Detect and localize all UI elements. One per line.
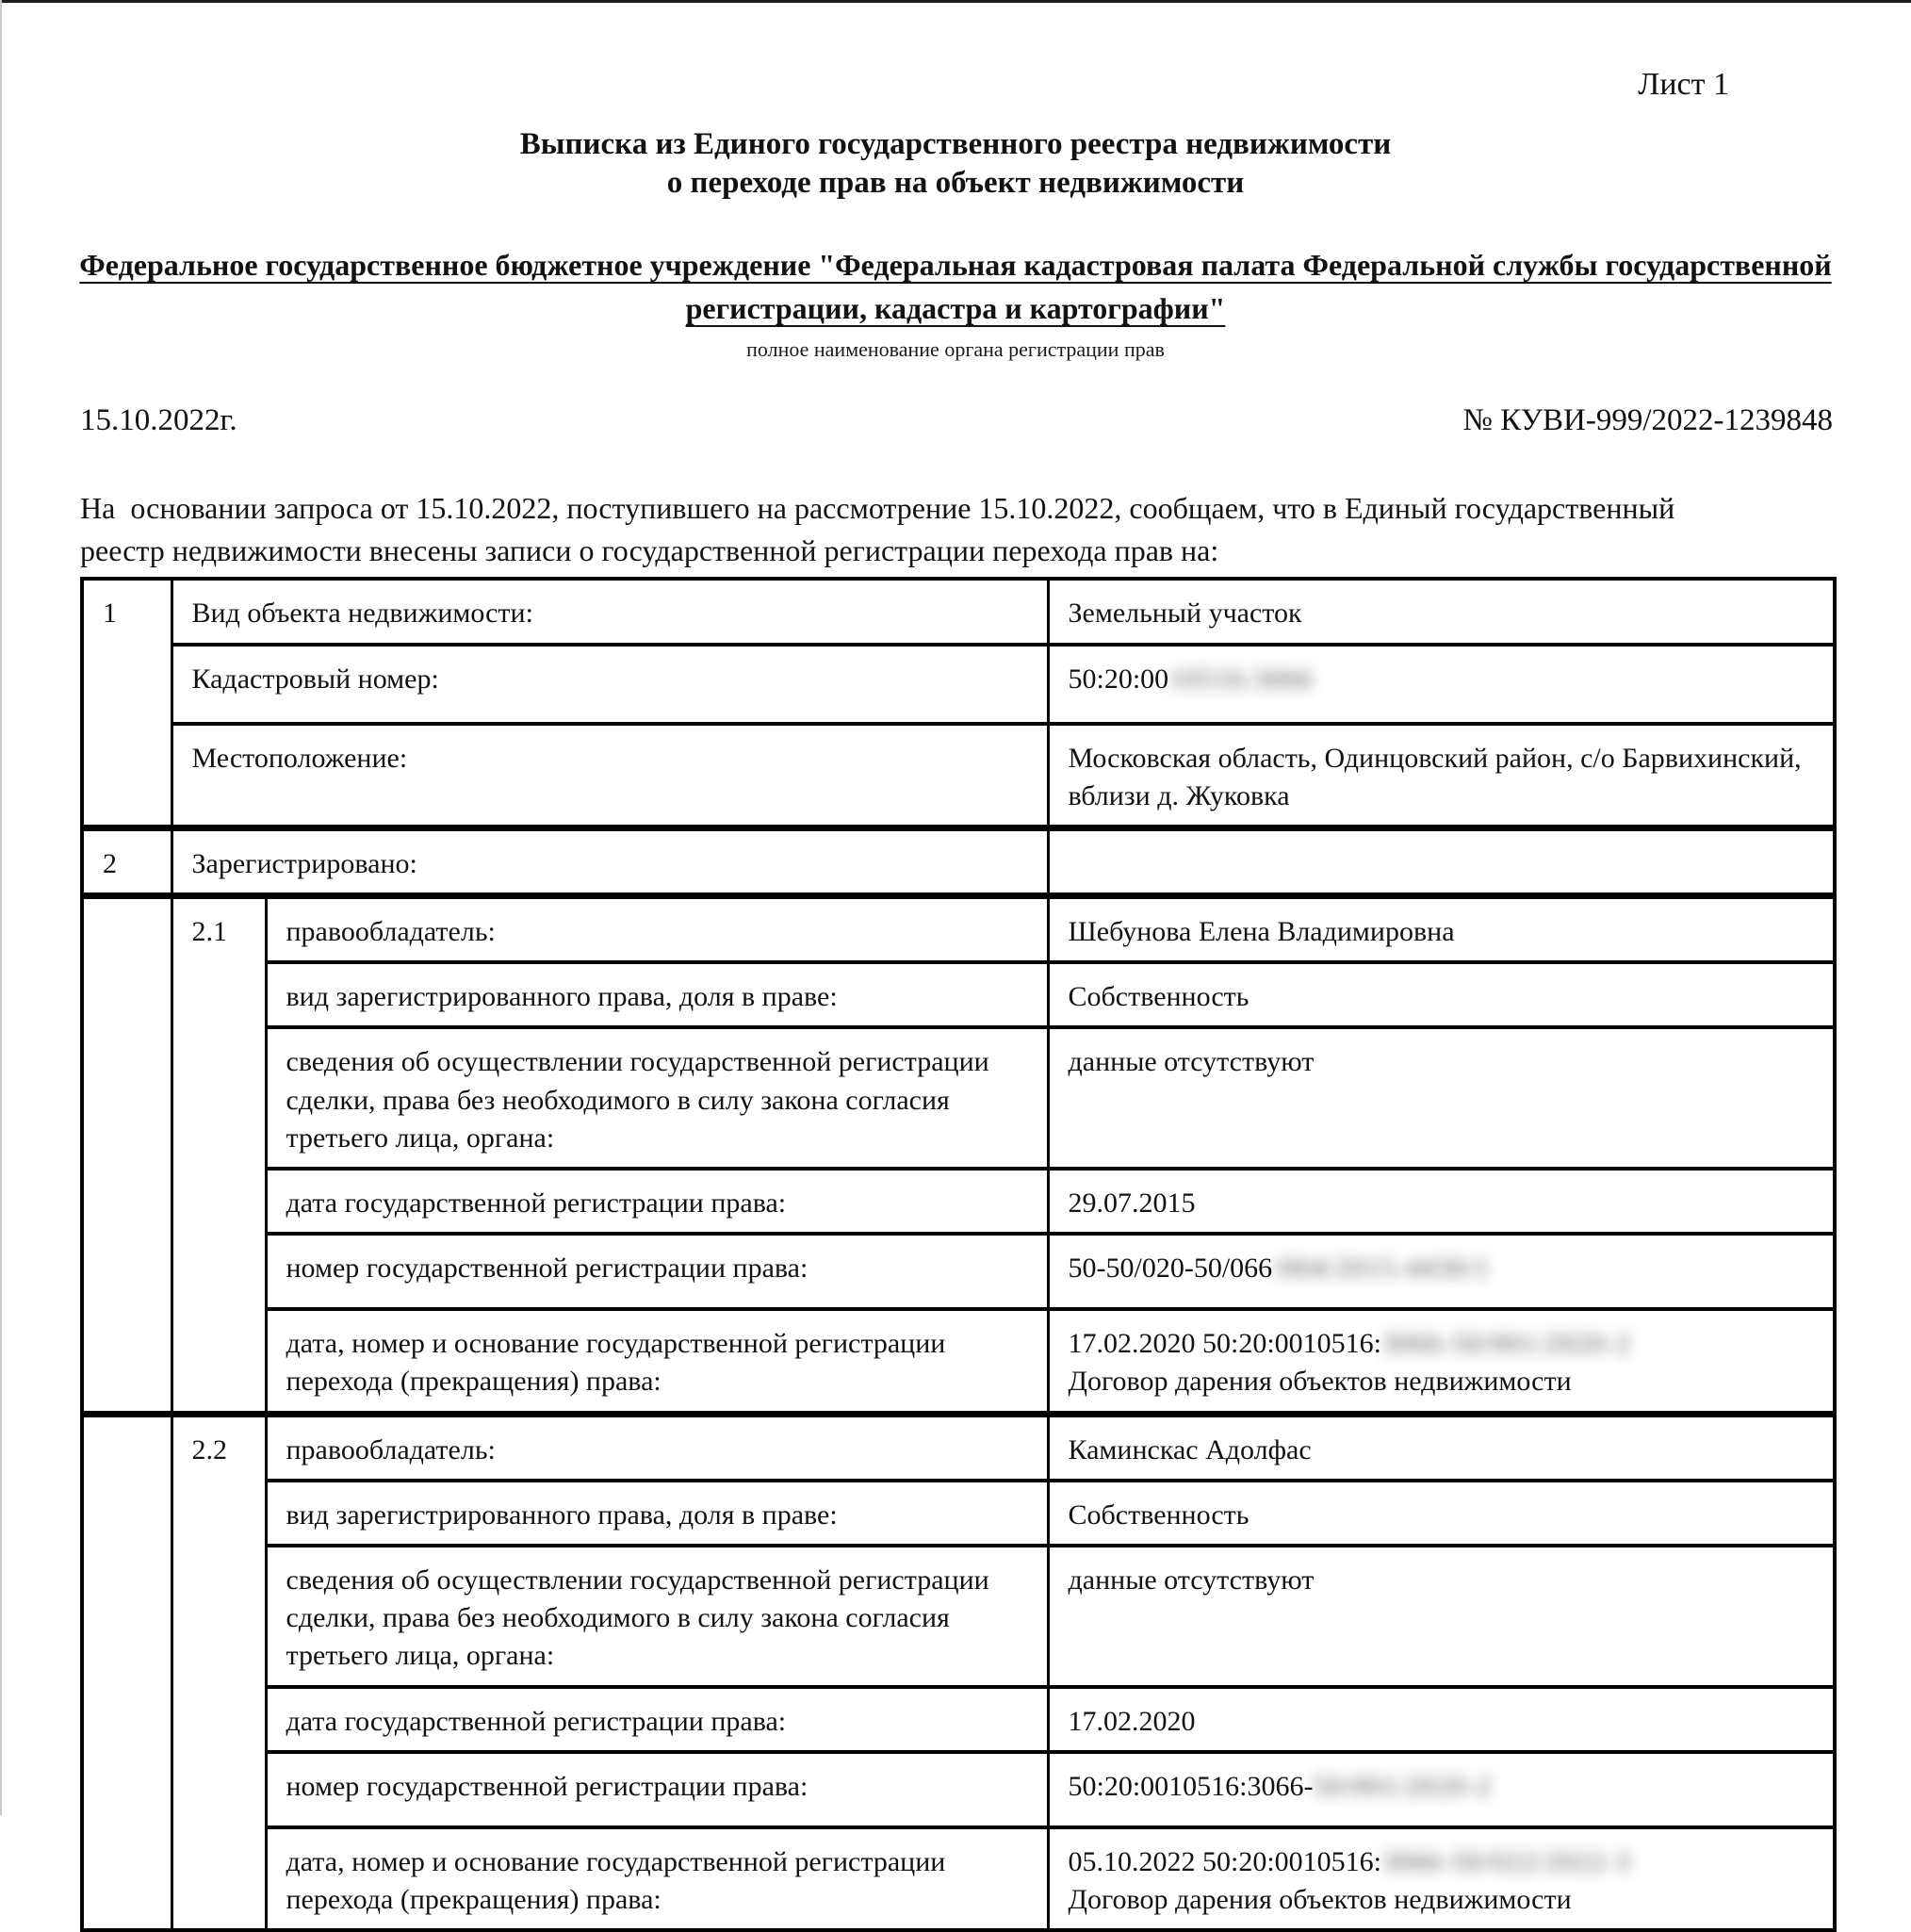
registration-number-visible: 50:20:0010516:3066- <box>1068 1770 1314 1802</box>
document-date: 15.10.2022г. <box>80 402 237 437</box>
registration-date-value: 29.07.2015 <box>1048 1169 1835 1234</box>
registration-number-label: номер государственной регистрации права: <box>266 1234 1048 1309</box>
registered-label: Зарегистрировано: <box>172 827 1048 895</box>
transfer-basis-value <box>1048 1309 1835 1414</box>
object-type-label: Вид объекта недвижимости: <box>172 579 1048 644</box>
document-title <box>0 125 1911 204</box>
transfer-basis-label: дата, номер и основание государственной регистрации перехода (прекращения) права: <box>266 1827 1048 1930</box>
section1-number: 1 <box>82 579 172 827</box>
cadastral-number-visible: 50:20:00 <box>1068 663 1169 695</box>
table-row <box>82 962 1835 1027</box>
document-title-line1: Выписка из Единого государственного реестра недвижимости <box>519 127 1392 162</box>
transfer-basis-label: дата, номер и основание государственной регистрации перехода (прекращения) права: <box>266 1309 1048 1414</box>
registration-number-label: номер государственной регистрации права: <box>266 1752 1048 1827</box>
transfer-basis-visible: 05.10.2022 50:20:0010516: <box>1068 1845 1382 1877</box>
redacted-text: 3066-50/001/2020-2 <box>1381 1328 1631 1360</box>
transfer-basis-line2: Договор дарения объектов недвижимости <box>1068 1366 1572 1398</box>
rightholder-label: правообладатель: <box>266 1414 1048 1481</box>
registration-number-value <box>1048 1234 1835 1309</box>
table-row <box>82 1309 1835 1414</box>
table-row <box>82 1827 1835 1930</box>
document-title-line2: о переходе прав на объект недвижимости <box>666 166 1245 201</box>
transfer-basis-visible: 17.02.2020 50:20:0010516: <box>1068 1328 1382 1360</box>
registration-number-visible: 50-50/020-50/066 <box>1068 1253 1273 1285</box>
transfer-basis-value <box>1048 1827 1835 1930</box>
table-row <box>82 1414 1835 1481</box>
intro-paragraph <box>80 487 1831 572</box>
right-type-value: Собственность <box>1048 962 1835 1027</box>
rightholder-value: Каминскас Адолфас <box>1048 1414 1835 1481</box>
empty-cell <box>82 1414 172 1930</box>
document-number: № КУВИ-999/2022-1239848 <box>1462 402 1833 437</box>
table-row <box>82 724 1835 828</box>
redacted-text: /004/2015-4430/1 <box>1272 1253 1491 1285</box>
cadastral-number-value <box>1048 645 1835 724</box>
table-row <box>82 1169 1835 1234</box>
registration-number-value <box>1048 1752 1835 1827</box>
deal-registration-info-label: сведения об осуществлении государственной регистрации сделки, права без необходимого в силу закона согласия третьего лица, органа: <box>266 1546 1048 1687</box>
table-row <box>82 645 1835 724</box>
table-row <box>82 896 1835 963</box>
table-row <box>82 1234 1835 1309</box>
intro-line1: На основании запроса от 15.10.2022, поступившего на рассмотрение 15.10.2022, сообщаем, что в Единый государственный <box>80 490 1675 525</box>
rightholder-label: правообладатель: <box>266 896 1048 963</box>
registration-date-label: дата государственной регистрации права: <box>266 1687 1048 1752</box>
right-type-label: вид зарегистрированного права, доля в праве: <box>266 962 1048 1027</box>
block21-number: 2.1 <box>172 896 266 1415</box>
cadastral-number-label: Кадастровый номер: <box>172 645 1048 724</box>
redacted-text: 50/001/2020-2 <box>1313 1770 1493 1802</box>
table-row <box>82 579 1835 644</box>
location-value: Московская область, Одинцовский район, с/о Барвихинский, вблизи д. Жуковка <box>1048 724 1835 828</box>
right-type-label: вид зарегистрированного права, доля в праве: <box>266 1481 1048 1546</box>
redacted-text: 10516:3066 <box>1168 663 1314 695</box>
section2-number: 2 <box>82 827 172 895</box>
registration-date-label: дата государственной регистрации права: <box>266 1169 1048 1234</box>
redacted-text: 3066-50/022/2022-3 <box>1381 1845 1631 1877</box>
sheet-number: Лист 1 <box>1638 67 1729 102</box>
transfer-basis-line2: Договор дарения объектов недвижимости <box>1068 1883 1572 1915</box>
right-type-value: Собственность <box>1048 1481 1835 1546</box>
intro-line2: реестр недвижимости внесены записи о государственной регистрации перехода прав на: <box>80 532 1219 567</box>
empty-cell <box>1048 827 1835 895</box>
location-label: Местоположение: <box>172 724 1048 828</box>
table-row <box>82 1027 1835 1169</box>
object-type-value: Земельный участок <box>1048 579 1835 644</box>
registration-authority-line1: Федеральное государственное бюджетное учреждение "Федеральная кадастровая палата Федеральной службы государственной <box>79 247 1832 282</box>
document-meta-row <box>80 403 1833 438</box>
registration-authority-name <box>0 243 1911 330</box>
registration-authority-line2: регистрации, кадастра и картографии" <box>685 290 1226 325</box>
table-row <box>82 827 1835 895</box>
deal-registration-info-value: данные отсутствуют <box>1048 1027 1835 1169</box>
scan-top-edge-line <box>0 0 1911 3</box>
scan-left-edge-line <box>0 0 2 1815</box>
table-row <box>82 1752 1835 1827</box>
registration-date-value: 17.02.2020 <box>1048 1687 1835 1752</box>
authority-name-caption: полное наименование органа регистрации прав <box>746 336 1165 361</box>
table-row <box>82 1546 1835 1687</box>
empty-cell <box>82 896 172 1415</box>
rightholder-value: Шебунова Елена Владимировна <box>1048 896 1835 963</box>
deal-registration-info-label: сведения об осуществлении государственной регистрации сделки, права без необходимого в силу закона согласия третьего лица, органа: <box>266 1027 1048 1169</box>
table-row <box>82 1481 1835 1546</box>
transfer-basis-line1 <box>1069 1843 1811 1881</box>
rights-transfer-table <box>80 577 1837 1932</box>
deal-registration-info-value: данные отсутствуют <box>1048 1546 1835 1687</box>
transfer-basis-line1 <box>1069 1325 1811 1363</box>
table-row <box>82 1687 1835 1752</box>
block22-number: 2.2 <box>172 1414 266 1930</box>
